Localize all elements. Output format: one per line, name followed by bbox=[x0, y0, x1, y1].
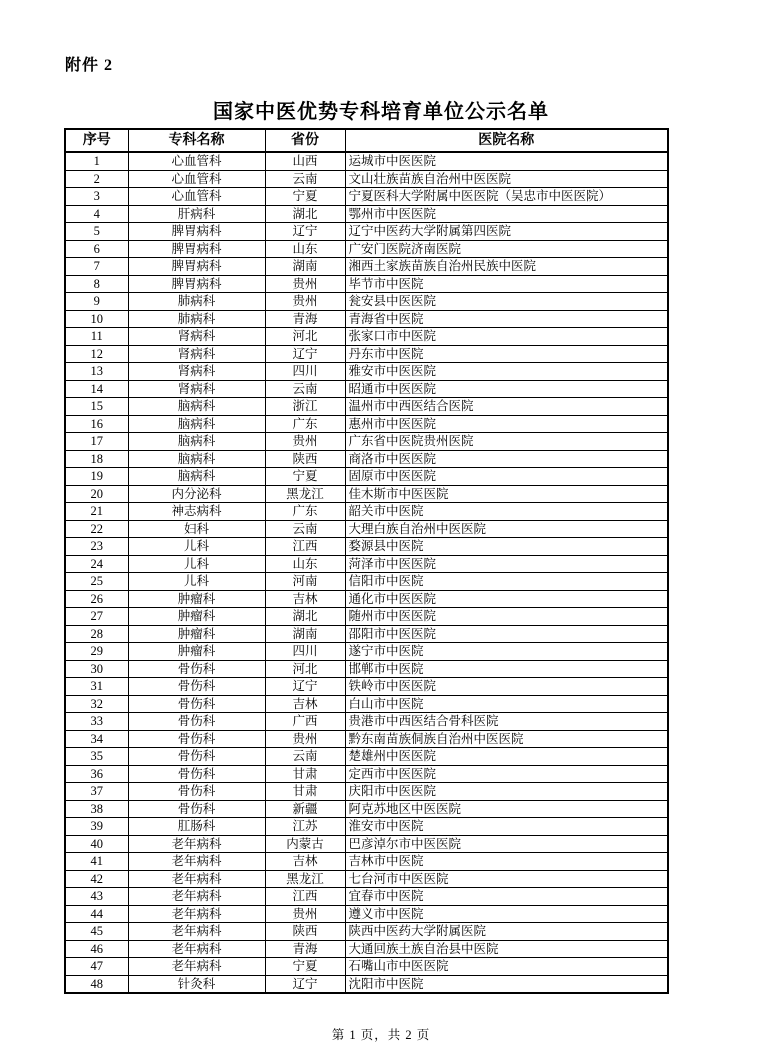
row-number-cell: 3 bbox=[65, 188, 128, 206]
table-row bbox=[65, 765, 668, 783]
province-cell: 河南 bbox=[265, 573, 345, 591]
specialty-cell: 妇科 bbox=[128, 520, 265, 538]
table-row bbox=[65, 905, 668, 923]
row-number-cell: 31 bbox=[65, 678, 128, 696]
province-cell: 山西 bbox=[265, 152, 345, 170]
hospital-cell: 遵义市中医院 bbox=[345, 905, 668, 923]
table-row bbox=[65, 275, 668, 293]
row-number-cell: 16 bbox=[65, 415, 128, 433]
hospital-cell: 湘西土家族苗族自治州民族中医院 bbox=[345, 258, 668, 276]
row-number-cell: 5 bbox=[65, 223, 128, 241]
hospital-cell: 固原市中医医院 bbox=[345, 468, 668, 486]
province-cell: 贵州 bbox=[265, 275, 345, 293]
table-body bbox=[65, 152, 668, 993]
province-cell: 山东 bbox=[265, 240, 345, 258]
table-row bbox=[65, 380, 668, 398]
table-row bbox=[65, 485, 668, 503]
hospital-cell: 广安门医院济南医院 bbox=[345, 240, 668, 258]
row-number-cell: 44 bbox=[65, 905, 128, 923]
hospital-cell: 邯郸市中医院 bbox=[345, 660, 668, 678]
row-number-cell: 7 bbox=[65, 258, 128, 276]
hospital-cell: 鄂州市中医医院 bbox=[345, 205, 668, 223]
province-cell: 江西 bbox=[265, 888, 345, 906]
table-row bbox=[65, 573, 668, 591]
hospital-cell: 陕西中医药大学附属医院 bbox=[345, 923, 668, 941]
row-number-cell: 36 bbox=[65, 765, 128, 783]
table-row bbox=[65, 748, 668, 766]
table-row bbox=[65, 310, 668, 328]
hospital-cell: 铁岭市中医医院 bbox=[345, 678, 668, 696]
table-row bbox=[65, 800, 668, 818]
row-number-cell: 33 bbox=[65, 713, 128, 731]
hospital-cell: 通化市中医医院 bbox=[345, 590, 668, 608]
row-number-cell: 26 bbox=[65, 590, 128, 608]
page-number-footer: 第 1 页，共 2 页 bbox=[331, 1028, 431, 1042]
province-cell: 广西 bbox=[265, 713, 345, 731]
row-number-cell: 35 bbox=[65, 748, 128, 766]
hospital-cell: 辽宁中医药大学附属第四医院 bbox=[345, 223, 668, 241]
province-cell: 辽宁 bbox=[265, 678, 345, 696]
row-number-cell: 13 bbox=[65, 363, 128, 381]
province-cell: 江苏 bbox=[265, 818, 345, 836]
province-cell: 辽宁 bbox=[265, 345, 345, 363]
table-row bbox=[65, 853, 668, 871]
table-row bbox=[65, 643, 668, 661]
table-row bbox=[65, 713, 668, 731]
specialty-cell: 老年病科 bbox=[128, 835, 265, 853]
row-number-cell: 32 bbox=[65, 695, 128, 713]
province-cell: 吉林 bbox=[265, 853, 345, 871]
specialty-cell: 肝病科 bbox=[128, 205, 265, 223]
province-cell: 宁夏 bbox=[265, 958, 345, 976]
specialty-cell: 脑病科 bbox=[128, 450, 265, 468]
header-row-number: 序号 bbox=[65, 129, 128, 152]
province-cell: 四川 bbox=[265, 363, 345, 381]
province-cell: 湖北 bbox=[265, 205, 345, 223]
row-number-cell: 18 bbox=[65, 450, 128, 468]
province-cell: 内蒙古 bbox=[265, 835, 345, 853]
table-row bbox=[65, 783, 668, 801]
specialty-cell: 脑病科 bbox=[128, 415, 265, 433]
row-number-cell: 21 bbox=[65, 503, 128, 521]
table-row bbox=[65, 468, 668, 486]
row-number-cell: 43 bbox=[65, 888, 128, 906]
specialty-cell: 脑病科 bbox=[128, 433, 265, 451]
row-number-cell: 14 bbox=[65, 380, 128, 398]
specialty-cell: 骨伤科 bbox=[128, 660, 265, 678]
table-row bbox=[65, 503, 668, 521]
hospital-cell: 菏泽市中医医院 bbox=[345, 555, 668, 573]
province-cell: 河北 bbox=[265, 328, 345, 346]
specialty-cell: 肿瘤科 bbox=[128, 590, 265, 608]
province-cell: 吉林 bbox=[265, 695, 345, 713]
table-row bbox=[65, 293, 668, 311]
table-row bbox=[65, 975, 668, 993]
specialty-cell: 肿瘤科 bbox=[128, 643, 265, 661]
specialty-cell: 儿科 bbox=[128, 538, 265, 556]
hospital-cell: 大理白族自治州中医医院 bbox=[345, 520, 668, 538]
hospital-cell: 瓮安县中医医院 bbox=[345, 293, 668, 311]
header-province: 省份 bbox=[265, 129, 345, 152]
specialty-cell: 儿科 bbox=[128, 573, 265, 591]
table-row bbox=[65, 450, 668, 468]
province-cell: 吉林 bbox=[265, 590, 345, 608]
row-number-cell: 27 bbox=[65, 608, 128, 626]
province-cell: 云南 bbox=[265, 380, 345, 398]
row-number-cell: 23 bbox=[65, 538, 128, 556]
province-cell: 广东 bbox=[265, 415, 345, 433]
specialty-cell: 内分泌科 bbox=[128, 485, 265, 503]
table-row bbox=[65, 170, 668, 188]
hospital-cell: 婺源县中医院 bbox=[345, 538, 668, 556]
hospital-cell: 雅安市中医医院 bbox=[345, 363, 668, 381]
province-cell: 黑龙江 bbox=[265, 485, 345, 503]
row-number-cell: 24 bbox=[65, 555, 128, 573]
row-number-cell: 12 bbox=[65, 345, 128, 363]
hospital-cell: 贵港市中西医结合骨科医院 bbox=[345, 713, 668, 731]
province-cell: 甘肃 bbox=[265, 765, 345, 783]
hospital-cell: 邵阳市中医医院 bbox=[345, 625, 668, 643]
province-cell: 山东 bbox=[265, 555, 345, 573]
row-number-cell: 6 bbox=[65, 240, 128, 258]
province-cell: 湖北 bbox=[265, 608, 345, 626]
specialty-cell: 神志病科 bbox=[128, 503, 265, 521]
hospital-cell: 毕节市中医院 bbox=[345, 275, 668, 293]
specialty-cell: 骨伤科 bbox=[128, 800, 265, 818]
specialty-cell: 脾胃病科 bbox=[128, 275, 265, 293]
header-hospital: 医院名称 bbox=[345, 129, 668, 152]
table-row bbox=[65, 363, 668, 381]
province-cell: 湖南 bbox=[265, 625, 345, 643]
row-number-cell: 22 bbox=[65, 520, 128, 538]
hospital-cell: 楚雄州中医医院 bbox=[345, 748, 668, 766]
table-row bbox=[65, 835, 668, 853]
specialty-cell: 骨伤科 bbox=[128, 783, 265, 801]
specialty-cell: 心血管科 bbox=[128, 170, 265, 188]
row-number-cell: 19 bbox=[65, 468, 128, 486]
hospital-cell: 遂宁市中医院 bbox=[345, 643, 668, 661]
row-number-cell: 41 bbox=[65, 853, 128, 871]
page-title: 国家中医优势专科培育单位公示名单 bbox=[213, 101, 549, 123]
row-number-cell: 29 bbox=[65, 643, 128, 661]
specialty-cell: 肿瘤科 bbox=[128, 608, 265, 626]
table-row bbox=[65, 818, 668, 836]
province-cell: 贵州 bbox=[265, 433, 345, 451]
hospital-cell: 吉林市中医院 bbox=[345, 853, 668, 871]
hospital-cell: 商洛市中医医院 bbox=[345, 450, 668, 468]
hospital-cell: 黔东南苗族侗族自治州中医医院 bbox=[345, 730, 668, 748]
table-row bbox=[65, 870, 668, 888]
row-number-cell: 15 bbox=[65, 398, 128, 416]
province-cell: 青海 bbox=[265, 310, 345, 328]
hospital-cell: 沈阳市中医院 bbox=[345, 975, 668, 993]
row-number-cell: 20 bbox=[65, 485, 128, 503]
row-number-cell: 4 bbox=[65, 205, 128, 223]
table-header-row bbox=[65, 129, 668, 152]
hospital-cell: 青海省中医院 bbox=[345, 310, 668, 328]
province-cell: 贵州 bbox=[265, 905, 345, 923]
specialty-cell: 肛肠科 bbox=[128, 818, 265, 836]
table-row bbox=[65, 520, 668, 538]
hospital-cell: 白山市中医院 bbox=[345, 695, 668, 713]
hospital-cell: 昭通市中医医院 bbox=[345, 380, 668, 398]
row-number-cell: 42 bbox=[65, 870, 128, 888]
table-row bbox=[65, 923, 668, 941]
row-number-cell: 39 bbox=[65, 818, 128, 836]
hospital-cell: 宜春市中医院 bbox=[345, 888, 668, 906]
specialty-cell: 肺病科 bbox=[128, 310, 265, 328]
hospital-cell: 七台河市中医医院 bbox=[345, 870, 668, 888]
province-cell: 宁夏 bbox=[265, 468, 345, 486]
table-row bbox=[65, 240, 668, 258]
table-row bbox=[65, 328, 668, 346]
specialty-cell: 心血管科 bbox=[128, 188, 265, 206]
table-row bbox=[65, 258, 668, 276]
specialty-cell: 针灸科 bbox=[128, 975, 265, 993]
table-row bbox=[65, 415, 668, 433]
hospital-cell: 巴彦淖尔市中医医院 bbox=[345, 835, 668, 853]
table-row bbox=[65, 538, 668, 556]
specialty-cell: 肺病科 bbox=[128, 293, 265, 311]
province-cell: 黑龙江 bbox=[265, 870, 345, 888]
hospital-cell: 大通回族土族自治县中医院 bbox=[345, 940, 668, 958]
specialty-cell: 肾病科 bbox=[128, 345, 265, 363]
specialty-cell: 老年病科 bbox=[128, 870, 265, 888]
row-number-cell: 10 bbox=[65, 310, 128, 328]
row-number-cell: 1 bbox=[65, 152, 128, 170]
province-cell: 贵州 bbox=[265, 293, 345, 311]
hospital-cell: 信阳市中医院 bbox=[345, 573, 668, 591]
province-cell: 湖南 bbox=[265, 258, 345, 276]
hospital-cell: 韶关市中医院 bbox=[345, 503, 668, 521]
hospital-cell: 定西市中医医院 bbox=[345, 765, 668, 783]
specialty-cell: 老年病科 bbox=[128, 923, 265, 941]
specialty-cell: 骨伤科 bbox=[128, 730, 265, 748]
specialty-cell: 脑病科 bbox=[128, 468, 265, 486]
row-number-cell: 48 bbox=[65, 975, 128, 993]
province-cell: 广东 bbox=[265, 503, 345, 521]
hospital-cell: 张家口市中医院 bbox=[345, 328, 668, 346]
province-cell: 新疆 bbox=[265, 800, 345, 818]
table-row bbox=[65, 345, 668, 363]
specialty-cell: 儿科 bbox=[128, 555, 265, 573]
table-row bbox=[65, 590, 668, 608]
row-number-cell: 40 bbox=[65, 835, 128, 853]
province-cell: 辽宁 bbox=[265, 975, 345, 993]
province-cell: 四川 bbox=[265, 643, 345, 661]
row-number-cell: 25 bbox=[65, 573, 128, 591]
hospital-cell: 随州市中医医院 bbox=[345, 608, 668, 626]
hospital-cell: 温州市中西医结合医院 bbox=[345, 398, 668, 416]
table-row bbox=[65, 625, 668, 643]
hospital-cell: 淮安市中医院 bbox=[345, 818, 668, 836]
specialty-cell: 老年病科 bbox=[128, 940, 265, 958]
specialty-cell: 肾病科 bbox=[128, 363, 265, 381]
province-cell: 贵州 bbox=[265, 730, 345, 748]
row-number-cell: 17 bbox=[65, 433, 128, 451]
specialty-cell: 骨伤科 bbox=[128, 748, 265, 766]
row-number-cell: 45 bbox=[65, 923, 128, 941]
table-row bbox=[65, 205, 668, 223]
province-cell: 辽宁 bbox=[265, 223, 345, 241]
specialty-cell: 心血管科 bbox=[128, 152, 265, 170]
hospital-cell: 石嘴山市中医医院 bbox=[345, 958, 668, 976]
specialty-cell: 老年病科 bbox=[128, 905, 265, 923]
hospital-cell: 庆阳市中医医院 bbox=[345, 783, 668, 801]
province-cell: 江西 bbox=[265, 538, 345, 556]
row-number-cell: 11 bbox=[65, 328, 128, 346]
hospital-cell: 丹东市中医院 bbox=[345, 345, 668, 363]
specialty-cell: 骨伤科 bbox=[128, 765, 265, 783]
specialty-cell: 脾胃病科 bbox=[128, 258, 265, 276]
row-number-cell: 37 bbox=[65, 783, 128, 801]
specialty-cell: 脾胃病科 bbox=[128, 223, 265, 241]
province-cell: 河北 bbox=[265, 660, 345, 678]
row-number-cell: 28 bbox=[65, 625, 128, 643]
table-row bbox=[65, 555, 668, 573]
specialty-cell: 脑病科 bbox=[128, 398, 265, 416]
row-number-cell: 46 bbox=[65, 940, 128, 958]
attachment-label: 附件 2 bbox=[65, 57, 114, 74]
hospital-cell: 佳木斯市中医医院 bbox=[345, 485, 668, 503]
table-row bbox=[65, 730, 668, 748]
table-row bbox=[65, 188, 668, 206]
hospital-cell: 文山壮族苗族自治州中医医院 bbox=[345, 170, 668, 188]
row-number-cell: 34 bbox=[65, 730, 128, 748]
specialty-cell: 老年病科 bbox=[128, 853, 265, 871]
specialty-cell: 老年病科 bbox=[128, 888, 265, 906]
row-number-cell: 9 bbox=[65, 293, 128, 311]
specialty-cell: 骨伤科 bbox=[128, 678, 265, 696]
table-row bbox=[65, 660, 668, 678]
table-row bbox=[65, 608, 668, 626]
table-row bbox=[65, 398, 668, 416]
province-cell: 云南 bbox=[265, 520, 345, 538]
specialty-cell: 骨伤科 bbox=[128, 713, 265, 731]
hospital-cell: 运城市中医医院 bbox=[345, 152, 668, 170]
hospital-cell: 宁夏医科大学附属中医医院（吴忠市中医医院） bbox=[345, 188, 668, 206]
header-specialty: 专科名称 bbox=[128, 129, 265, 152]
table-row bbox=[65, 940, 668, 958]
province-cell: 陕西 bbox=[265, 923, 345, 941]
specialty-cell: 脾胃病科 bbox=[128, 240, 265, 258]
row-number-cell: 38 bbox=[65, 800, 128, 818]
row-number-cell: 47 bbox=[65, 958, 128, 976]
province-cell: 陕西 bbox=[265, 450, 345, 468]
province-cell: 浙江 bbox=[265, 398, 345, 416]
table-row bbox=[65, 695, 668, 713]
specialty-cell: 肾病科 bbox=[128, 328, 265, 346]
table-row bbox=[65, 152, 668, 170]
specialty-cell: 老年病科 bbox=[128, 958, 265, 976]
province-cell: 青海 bbox=[265, 940, 345, 958]
specialty-cell: 骨伤科 bbox=[128, 695, 265, 713]
province-cell: 甘肃 bbox=[265, 783, 345, 801]
province-cell: 云南 bbox=[265, 748, 345, 766]
hospital-cell: 阿克苏地区中医医院 bbox=[345, 800, 668, 818]
row-number-cell: 2 bbox=[65, 170, 128, 188]
hospital-cell: 惠州市中医医院 bbox=[345, 415, 668, 433]
province-cell: 宁夏 bbox=[265, 188, 345, 206]
table-row bbox=[65, 223, 668, 241]
specialty-units-table bbox=[64, 128, 669, 994]
table-row bbox=[65, 433, 668, 451]
specialty-cell: 肿瘤科 bbox=[128, 625, 265, 643]
hospital-cell: 广东省中医院贵州医院 bbox=[345, 433, 668, 451]
table-row bbox=[65, 888, 668, 906]
table-row bbox=[65, 678, 668, 696]
specialty-cell: 肾病科 bbox=[128, 380, 265, 398]
table-row bbox=[65, 958, 668, 976]
province-cell: 云南 bbox=[265, 170, 345, 188]
row-number-cell: 8 bbox=[65, 275, 128, 293]
row-number-cell: 30 bbox=[65, 660, 128, 678]
